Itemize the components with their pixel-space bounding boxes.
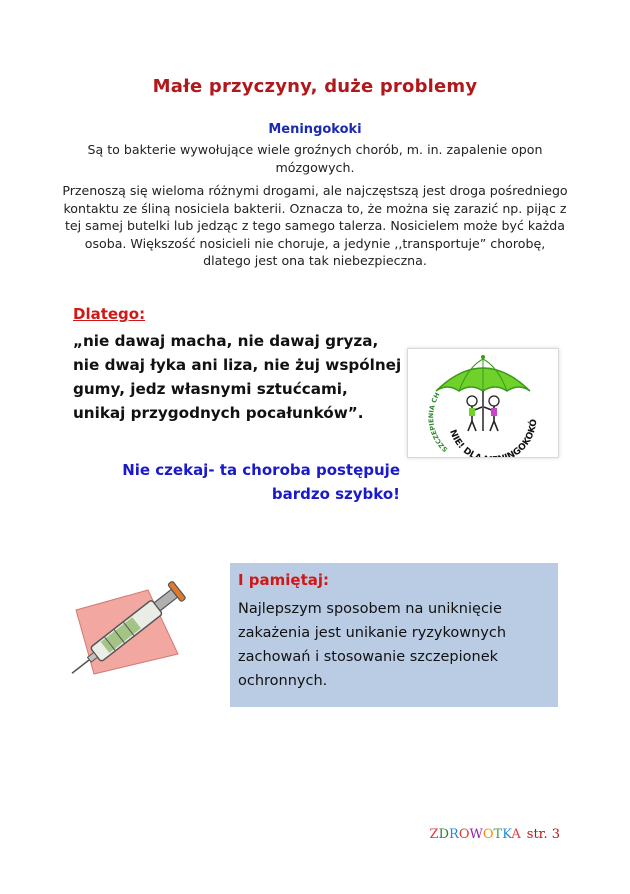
umbrella-logo-icon	[408, 349, 558, 457]
intro-paragraph-2: Przenoszą się wieloma różnymi drogami, ale najczęstszą jest droga pośredniego kontaktu ze śliną nosiciela bakterii. Oznacza to, że można się zarazić np. pijąc z tej samej butelki lub jedząc z tego samego talerza. Nosicielem może być każda osoba. Większość nosicieli nie choruje, a jedynie ,,transportuje” chorobę, dlatego jest ona tak niebezpieczna.	[62, 183, 568, 268]
intro-paragraph-1: Są to bakterie wywołujące wiele groźnych chorób, m. in. zapalenie opon mózgowych.	[87, 142, 543, 175]
page-number: str. 3	[526, 827, 560, 842]
syringe-icon	[66, 562, 206, 682]
logo-arc-bottom-text: NIE! DL NGOKOKÓ	[447, 418, 540, 457]
footer-brand-letter: A	[511, 827, 521, 842]
remember-title: I pamiętaj:	[238, 571, 330, 589]
svg-text:SZCZEPIENIA CHRONIĄ ŻYCIE	[408, 349, 449, 453]
footer-brand-letter: Z	[429, 827, 439, 842]
warning-text	[100, 458, 400, 506]
warning-line-2: bardzo szybko!	[271, 485, 400, 503]
remember-box	[230, 563, 558, 707]
page-title: Małe przyczyny, duże problemy	[152, 76, 478, 97]
warning-line-1: Nie czekaj- ta choroba postępuje	[122, 461, 400, 479]
footer-brand-letter: O	[482, 827, 494, 842]
page-footer	[430, 827, 560, 842]
footer-brand	[430, 827, 521, 842]
remember-text: Najlepszym sposobem na uniknięcie zakażenia jest unikanie ryzykownych zachowań i stosowanie szczepionek ochronnych.	[238, 601, 507, 689]
footer-brand-letter: W	[469, 827, 483, 842]
section-subtitle: Meningokoki	[268, 122, 362, 137]
syringe-illustration	[66, 562, 206, 682]
footer-brand-letter: O	[458, 827, 470, 842]
footer-brand-letter: K	[502, 827, 512, 842]
campaign-logo	[407, 348, 559, 458]
dlatego-heading: Dlatego:	[73, 305, 146, 323]
footer-brand-letter: R	[449, 827, 459, 842]
footer-brand-letter: T	[493, 827, 503, 842]
footer-brand-letter: D	[438, 827, 450, 842]
logo-arc-top-text: SZCZEPIENIA CH	[427, 391, 450, 454]
advice-quote: „nie dawaj macha, nie dawaj gryza, nie dwaj łyka ani liza, nie żuj wspólnej gumy, jedz własnymi sztućcami, unikaj przygodnych pocałunków”.	[73, 332, 402, 422]
intro-text	[62, 141, 568, 276]
